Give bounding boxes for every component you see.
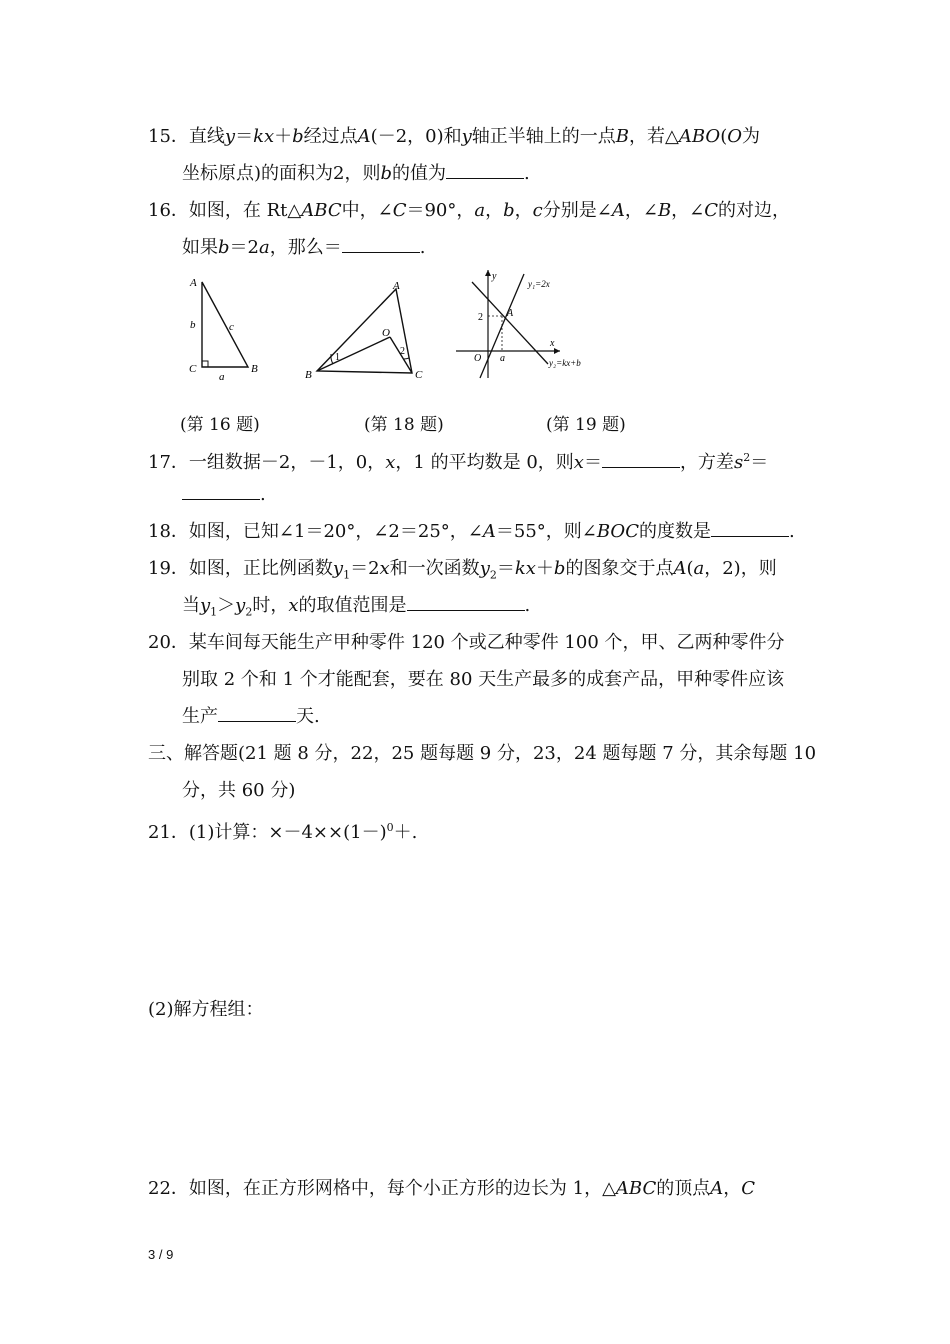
label-O: O [382,327,390,339]
q15-line2: 坐标原点)的面积为2，则b的值为 . [182,163,530,184]
label-angle-2: 2 [400,346,405,357]
figure-19-function-graph [452,266,602,384]
label-a: a [219,371,225,382]
caption-figure-18: (第 18 题) [364,415,444,435]
q16-line2: 如果b＝2a，那么＝ . [182,237,426,258]
answer-blank[interactable] [711,520,789,537]
q16-number: 16． [148,200,189,221]
q21-number: 21． [148,822,189,843]
label-y2-equation: y₂=kx+b [549,358,581,368]
x-axis-arrow [554,348,560,354]
answer-blank[interactable] [342,236,420,253]
q20-number: 20． [148,632,189,653]
q22-line1: 22．如图，在正方形网格中，每个小正方形的边长为 1，△ABC的顶点A，C [148,1178,756,1199]
q21-part2: (2)解方程组： [148,999,264,1020]
q15-number: 15． [148,126,189,147]
section-3-heading: 三、解答题(21 题 8 分，22，25 题每题 9 分，23，24 题每题 7 分，其余每题 10 [148,743,817,764]
label-A: A [507,308,514,319]
q19-line2: 当$y_1>y_2$时，x的取值范围是 . [182,595,531,619]
figure-18-triangle [300,272,435,384]
label-C: C [415,369,423,381]
q18-number: 18． [148,521,189,542]
q20-line3: 生产 天. [182,706,320,727]
label-x: x [550,338,555,349]
y-axis-arrow [485,270,491,276]
q19-number: 19． [148,558,189,579]
q15-line1: 15．直线y＝kx＋b经过点A(－2，0)和y轴正半轴上的一点B，若△ABO(O为 [148,126,760,147]
triangle-abc [202,282,248,367]
q17-number: 17． [148,452,189,473]
q18-line1: 18．如图，已知∠1＝20°，∠2＝25°，∠A＝55°，则∠BOC的度数是 . [148,521,795,542]
label-b: b [190,319,196,331]
answer-blank[interactable] [602,451,680,468]
label-y: y [492,271,497,282]
label-B: B [305,369,312,381]
label-c: c [229,321,234,333]
q20-line2: 别取 2 个和 1 个才能配套，要在 80 天生产最多的成套产品，甲种零件应该 [182,669,785,690]
answer-blank[interactable] [218,705,296,722]
caption-figure-16: (第 16 题) [180,415,260,435]
label-2: 2 [478,312,483,323]
q20-line1: 20．某车间每天能生产甲种零件 120 个或乙种零件 100 个，甲、乙两种零件分 [148,632,785,653]
label-y1-equation: y₁=2x [528,279,550,289]
answer-blank[interactable] [446,162,524,179]
answer-blank[interactable] [182,483,260,500]
segment-bo [317,337,390,371]
caption-figure-19: (第 19 题) [546,415,626,435]
answer-blank[interactable] [407,594,525,611]
page-number: 3 / 9 [148,1247,174,1262]
label-C: C [189,363,197,375]
label-angle-1: 1 [335,352,340,363]
section-3-heading-cont: 分，共 60 分) [182,780,296,801]
q17-line1: 17．一组数据－2，－1，0，x，1 的平均数是 0，则x＝ ，方差$s^2=$ [148,451,769,473]
label-A: A [393,280,400,292]
right-angle-mark [202,361,208,367]
label-O: O [474,353,482,364]
line-y2 [472,282,548,364]
q22-number: 22． [148,1178,189,1199]
q16-line1: 16．如图，在 Rt△ABC中，∠C＝90°，a，b，c分别是∠A，∠B，∠C的对边， [148,200,791,221]
q19-line1: 19．如图，正比例函数$y_1=2x$和一次函数$y_2=kx+b$的图象交于点A(a，2)，则 [148,558,777,582]
q17-line2: . [182,483,266,507]
q21-part1: 21．(1)计算：$\times-4\times\times(1-)^0+$. [148,821,418,843]
label-B: B [251,363,258,375]
figure-16-right-triangle [180,270,270,382]
label-a: a [500,353,505,364]
label-A: A [190,277,197,289]
